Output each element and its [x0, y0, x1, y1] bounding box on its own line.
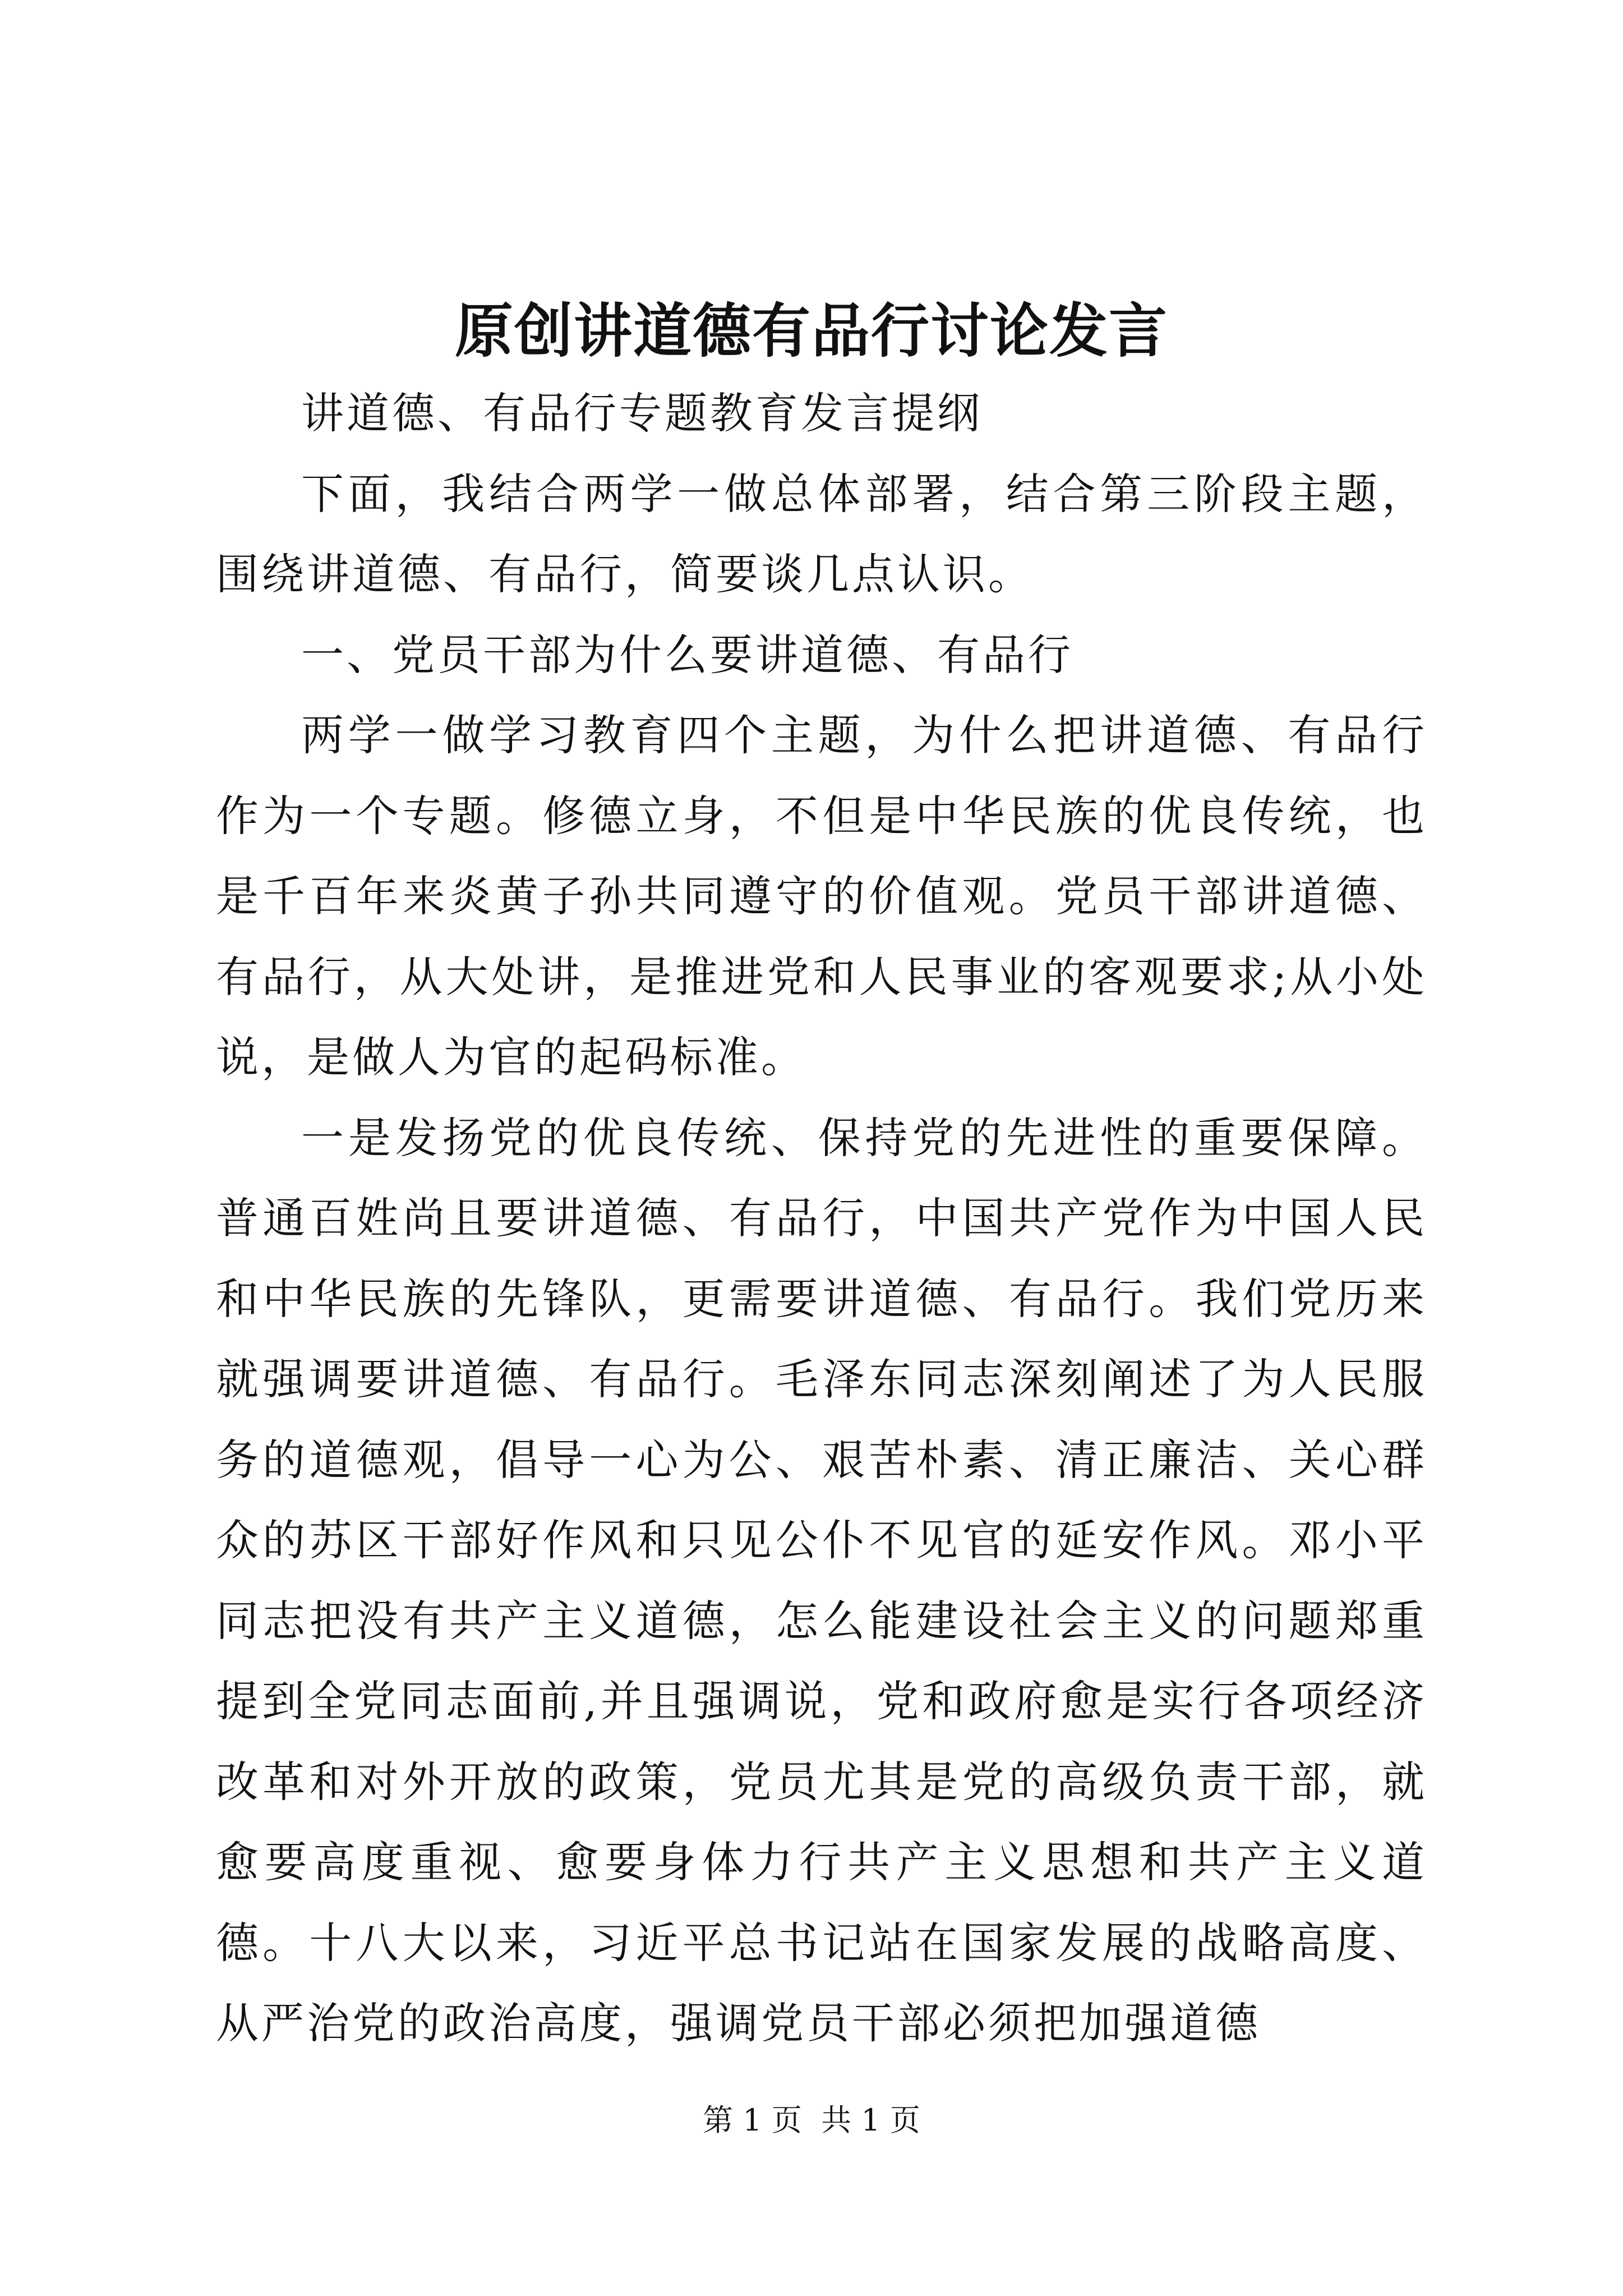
page-footer [0, 2101, 1623, 2140]
paragraph-outline-heading: 讲道德、有品行专题教育发言提纲 [301, 388, 983, 438]
document-title: 原创讲道德有品行讨论发言 [454, 296, 1168, 365]
paragraph-body: 两学一做学习教育四个主题，为什么把讲道德、有品行作为一个专题。修德立身，不但是中华民族的优良传统，也是千百年来炎黄子孙共同遵守的价值观。党员干部讲道德、有品行，从大处讲，是推进党和人民事业的客观要求;从小处说，是做人为官的起码标准。 [216, 710, 1427, 1082]
page-number-label: 第 1 页 共 1 页 [703, 2102, 920, 2138]
document-body [216, 373, 1427, 2064]
section-heading-1: 一、党员干部为什么要讲道德、有品行 [301, 629, 1073, 680]
paragraph-body: 一是发扬党的优良传统、保持党的先进性的重要保障。普通百姓尚且要讲道德、有品行，中国共产党作为中国人民和中华民族的先锋队，更需要讲道德、有品行。我们党历来就强调要讲道德、有品行。毛泽东同志深刻阐述了为人民服务的道德观，倡导一心为公、艰苦朴素、清正廉洁、关心群众的苏区干部好作风和只见公仆不见官的延安作风。邓小平同志把没有共产主义道德，怎么能建设社会主义的问题郑重提到全党同志面前,并且强调说，党和政府愈是实行各项经济改革和对外开放的政策，党员尤其是党的高级负责干部，就愈要高度重视、愈要身体力行共产主义思想和共产主义道德。十八大以来，习近平总书记站在国家发展的战略高度、从严治党的政治高度，强调党员干部必须把加强道德 [216, 1112, 1427, 2048]
paragraph-intro: 下面，我结合两学一做总体部署，结合第三阶段主题，围绕讲道德、有品行，简要谈几点认识。 [216, 468, 1427, 599]
